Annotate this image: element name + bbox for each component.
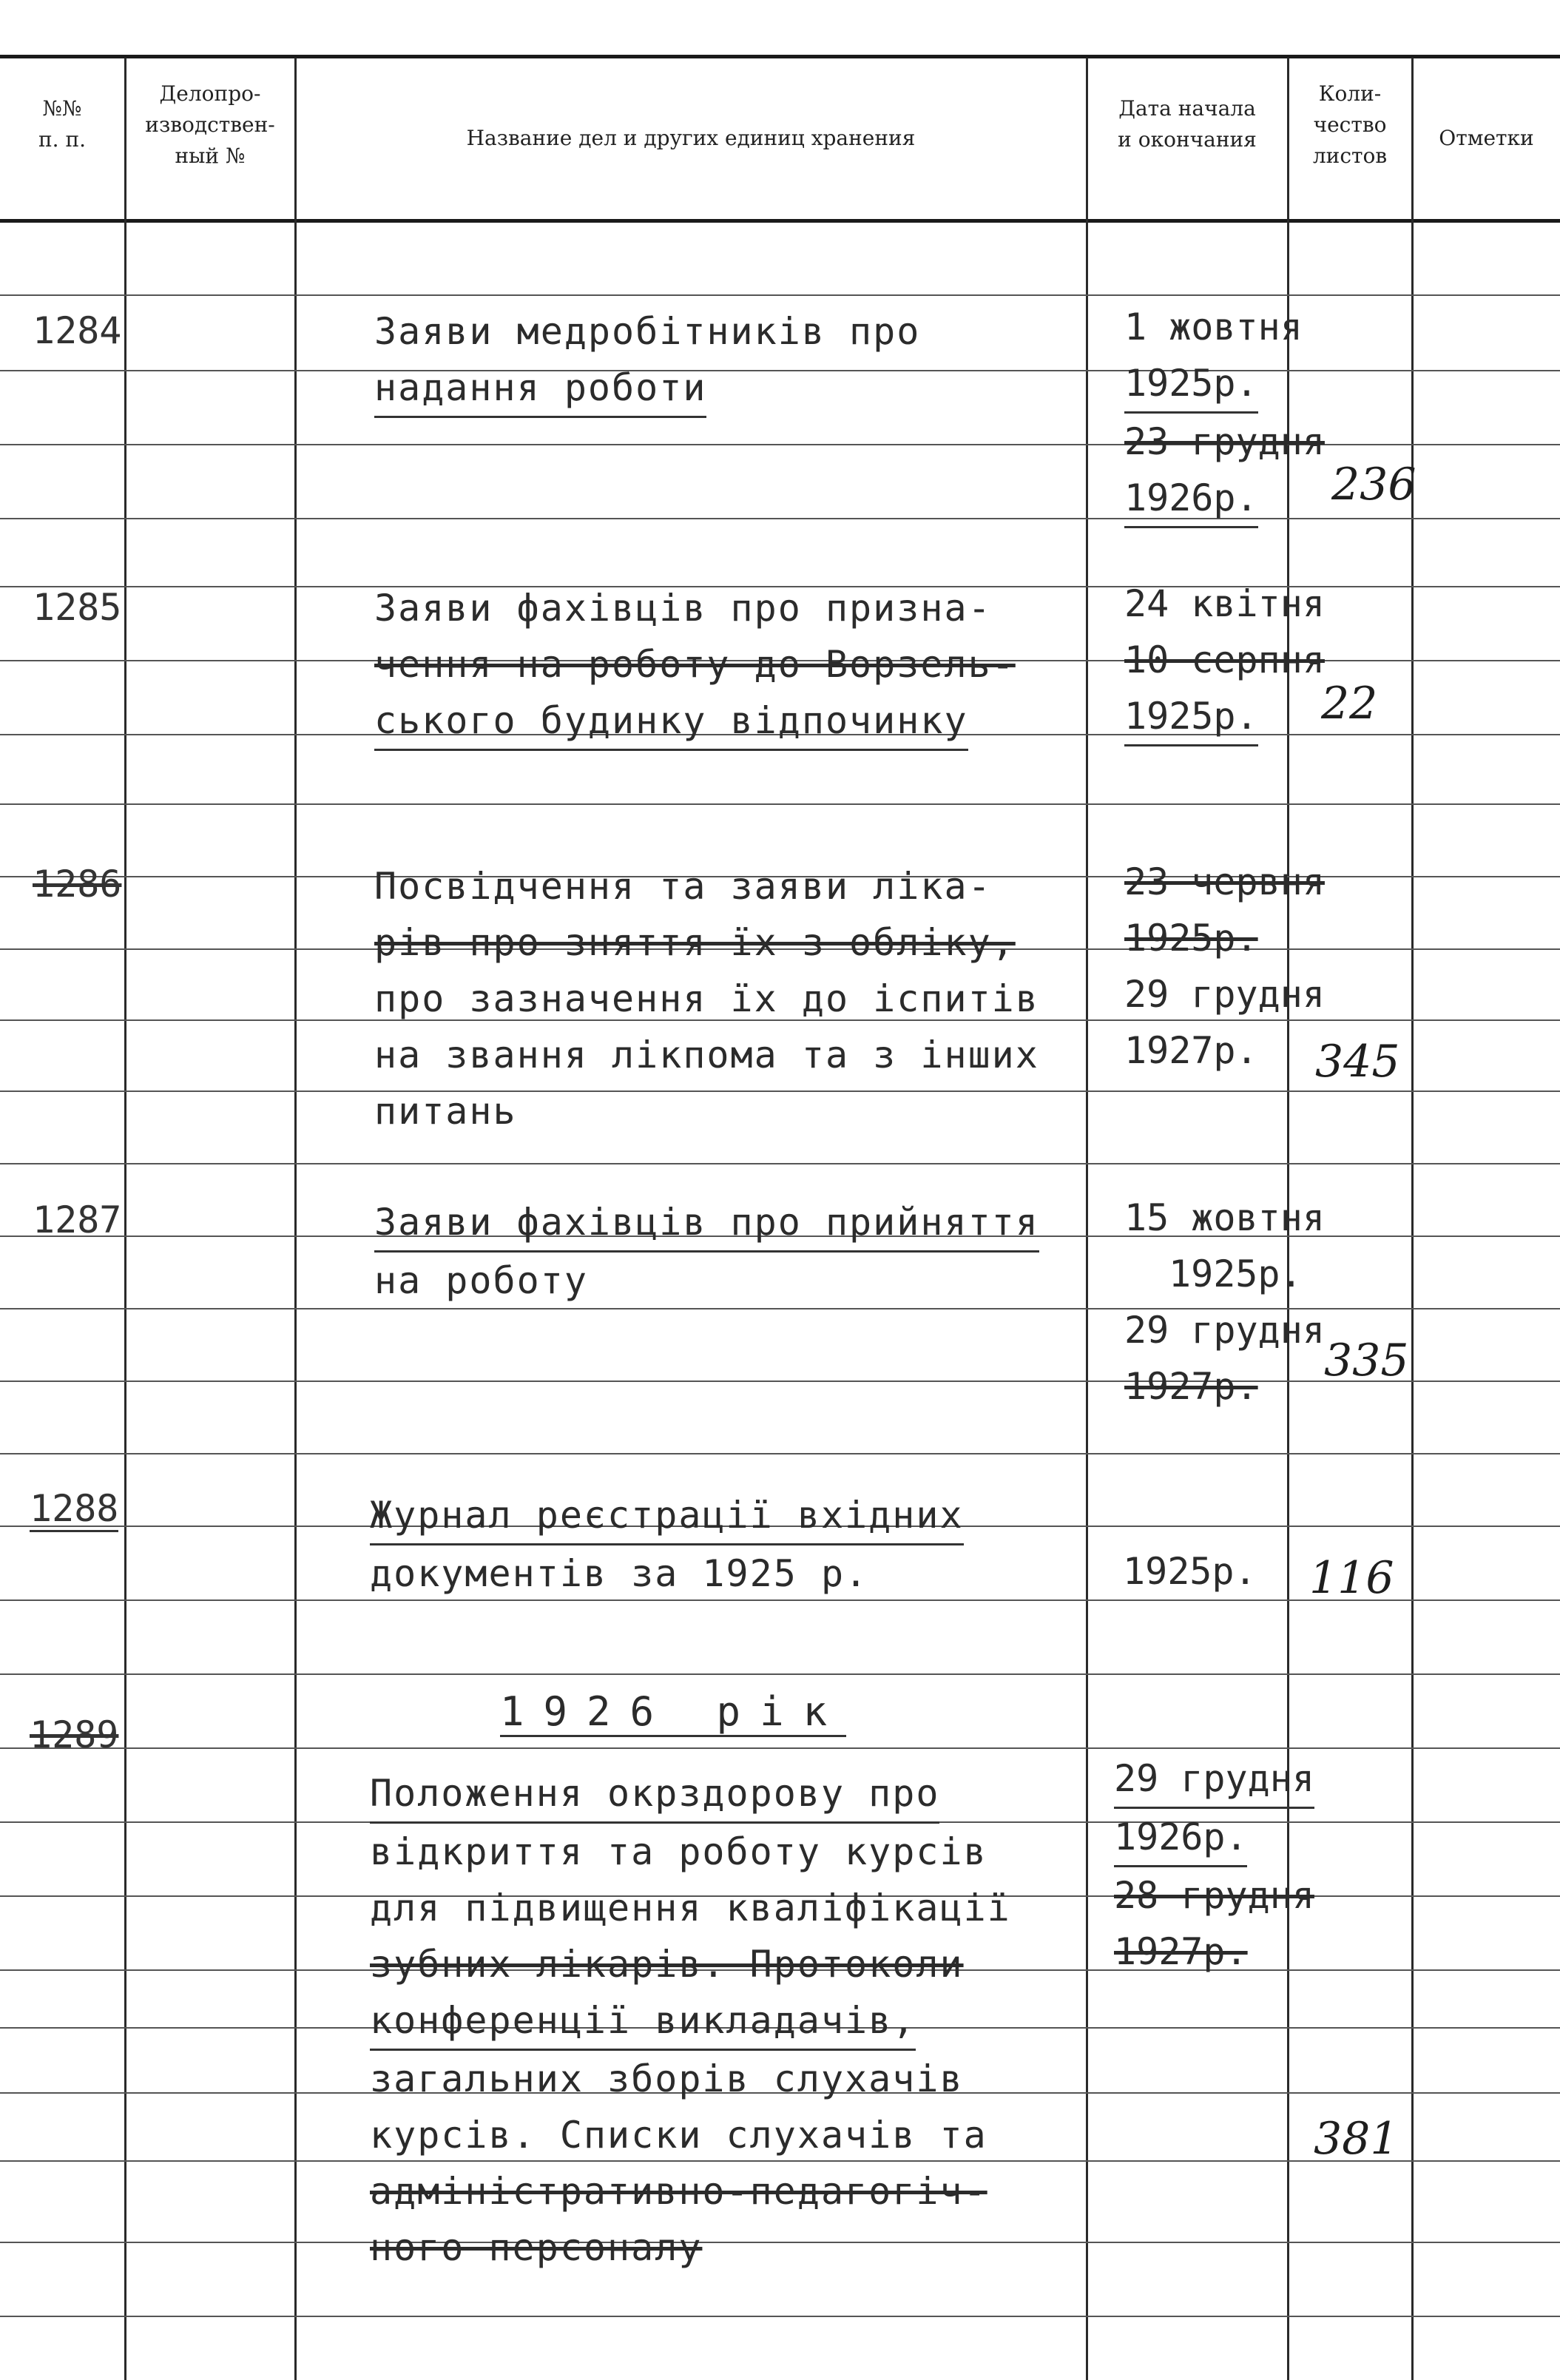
entry-title-line: ного персоналу xyxy=(370,2226,703,2269)
entry-title-line: питань xyxy=(374,1090,517,1133)
entry-number: 1285 xyxy=(33,586,122,629)
entry-title xyxy=(374,303,920,418)
entry-number: 1284 xyxy=(33,309,122,352)
row-rule xyxy=(0,1747,1560,1749)
entry-date-line: 23 грудня xyxy=(1124,420,1325,463)
entry-sheet-count: 335 xyxy=(1324,1335,1409,1386)
header-dates-line1: Дата начала xyxy=(1118,96,1256,121)
entry-date-line: 1925р. xyxy=(1124,917,1258,960)
entry-title-line: Журнал реєстрації вхідних xyxy=(370,1487,964,1545)
header-notes-text: Отметки xyxy=(1439,126,1534,150)
entry-sheet-count: 236 xyxy=(1331,459,1417,510)
entry-date-line: 1 жовтня xyxy=(1124,306,1303,348)
entry-title-line: на роботу xyxy=(374,1259,588,1302)
entry-sheet-count: 381 xyxy=(1314,2113,1399,2165)
entry-title xyxy=(370,1765,1011,2276)
entry-title xyxy=(374,580,1016,751)
entry-date-line: 1926р. xyxy=(1124,470,1258,528)
row-rule xyxy=(0,1453,1560,1454)
entry-sheet-count: 22 xyxy=(1321,678,1378,729)
header-count-line1: Коли- xyxy=(1318,81,1382,106)
entry-dates xyxy=(1124,1190,1325,1415)
entry-date-line: 1927р. xyxy=(1124,1029,1258,1072)
entry-date-line: 1926р. xyxy=(1114,1809,1247,1867)
entry-title-line: адміністративно-педагогіч- xyxy=(370,2170,987,2213)
header-number-line1: №№ xyxy=(42,96,82,121)
table-top-border xyxy=(0,55,1560,58)
entry-date-line: 29 грудня xyxy=(1124,1309,1325,1352)
header-number-line2: п. п. xyxy=(38,127,87,152)
entry-title-line: Заяви фахівців про призна- xyxy=(374,587,992,630)
entry-title-line: про зазначення їх до іспитів xyxy=(374,977,1039,1020)
header-office-line1: Делопро- xyxy=(159,81,261,106)
entry-title-line: для підвищення кваліфікації xyxy=(370,1887,1011,1929)
entry-sheet-count: 345 xyxy=(1315,1036,1400,1088)
header-sheet-count xyxy=(1289,78,1411,172)
column-divider xyxy=(1411,58,1414,2380)
row-rule xyxy=(0,803,1560,805)
entry-title-line: курсів. Списки слухачів та xyxy=(370,2114,987,2157)
entry-date-line: 15 жовтня xyxy=(1124,1196,1325,1239)
entry-title-line: на звання лікпома та з інших xyxy=(374,1034,1039,1076)
column-divider xyxy=(124,58,126,2380)
entry-dates xyxy=(1123,1543,1257,1599)
header-office-line3: ный № xyxy=(175,144,246,168)
entry-title-line: Заяви фахівців про прийняття xyxy=(374,1194,1039,1253)
entry-title-line: зубних лікарів. Протоколи xyxy=(370,1943,964,1986)
entry-date-line: 1925р. xyxy=(1124,355,1258,414)
header-title xyxy=(296,123,1086,154)
entry-title xyxy=(370,1487,964,1602)
entry-title xyxy=(374,858,1039,1139)
entry-date-line: 1925р. xyxy=(1123,1550,1257,1593)
entry-title-line: рів про зняття їх з обліку, xyxy=(374,921,1016,964)
entry-dates xyxy=(1124,854,1325,1079)
entry-title-line: Положення окрздорову про xyxy=(370,1765,939,1824)
header-number xyxy=(0,93,124,155)
entry-title-line: відкриття та роботу курсів xyxy=(370,1830,987,1873)
entry-title-line: конференції викладачів, xyxy=(370,1992,916,2051)
entry-title xyxy=(374,1194,1039,1309)
row-rule xyxy=(0,294,1560,296)
entry-number: 1286 xyxy=(33,863,122,906)
entry-title-line: ського будинку відпочинку xyxy=(374,692,968,751)
year-heading: 1926 рік xyxy=(500,1688,846,1737)
row-rule xyxy=(0,1673,1560,1675)
entry-title-line: надання роботи xyxy=(374,360,706,418)
entry-date-line: 28 грудня xyxy=(1114,1874,1314,1917)
entry-title-line: документів за 1925 р. xyxy=(370,1552,869,1595)
entry-date-line: 23 червня xyxy=(1124,860,1325,903)
entry-title-line: Заяви медробітників про xyxy=(374,310,921,353)
entry-date-line: 1925р. xyxy=(1169,1253,1303,1295)
entry-sheet-count: 116 xyxy=(1309,1552,1394,1604)
column-divider xyxy=(1086,58,1088,2380)
column-divider xyxy=(294,58,297,2380)
header-notes xyxy=(1413,123,1560,154)
entry-dates xyxy=(1124,299,1325,528)
entry-date-line: 29 грудня xyxy=(1124,973,1325,1016)
header-dates xyxy=(1087,93,1287,155)
entry-number: 1287 xyxy=(33,1199,122,1241)
row-rule xyxy=(0,1163,1560,1164)
row-rule xyxy=(0,518,1560,519)
header-count-line3: листов xyxy=(1312,144,1388,168)
header-office-number xyxy=(126,78,294,172)
header-office-line2: изводствен- xyxy=(145,112,275,137)
header-dates-line2: и окончания xyxy=(1118,127,1257,152)
entry-date-line: 24 квітня xyxy=(1124,582,1325,625)
entry-title-line: чення на роботу до Ворзель- xyxy=(374,643,1016,686)
entry-dates xyxy=(1124,576,1325,746)
entry-title-line: Посвідчення та заяви лікa- xyxy=(374,865,992,908)
entry-date-line: 10 серпня xyxy=(1124,638,1325,681)
entry-date-line: 29 грудня xyxy=(1114,1750,1314,1809)
entry-date-line: 1927р. xyxy=(1124,1365,1258,1408)
header-title-text: Название дел и других единиц хранения xyxy=(466,126,916,150)
entry-date-line: 1927р. xyxy=(1114,1930,1248,1973)
entry-number: 1289 xyxy=(30,1713,119,1756)
entry-dates xyxy=(1114,1750,1314,1980)
header-bottom-border xyxy=(0,219,1560,223)
row-rule xyxy=(0,444,1560,445)
entry-date-line: 1925р. xyxy=(1124,688,1258,746)
entry-title-line: загальних зборів слухачів xyxy=(370,2057,964,2100)
header-count-line2: чество xyxy=(1313,112,1387,137)
entry-number: 1288 xyxy=(30,1487,118,1532)
row-rule xyxy=(0,2316,1560,2317)
